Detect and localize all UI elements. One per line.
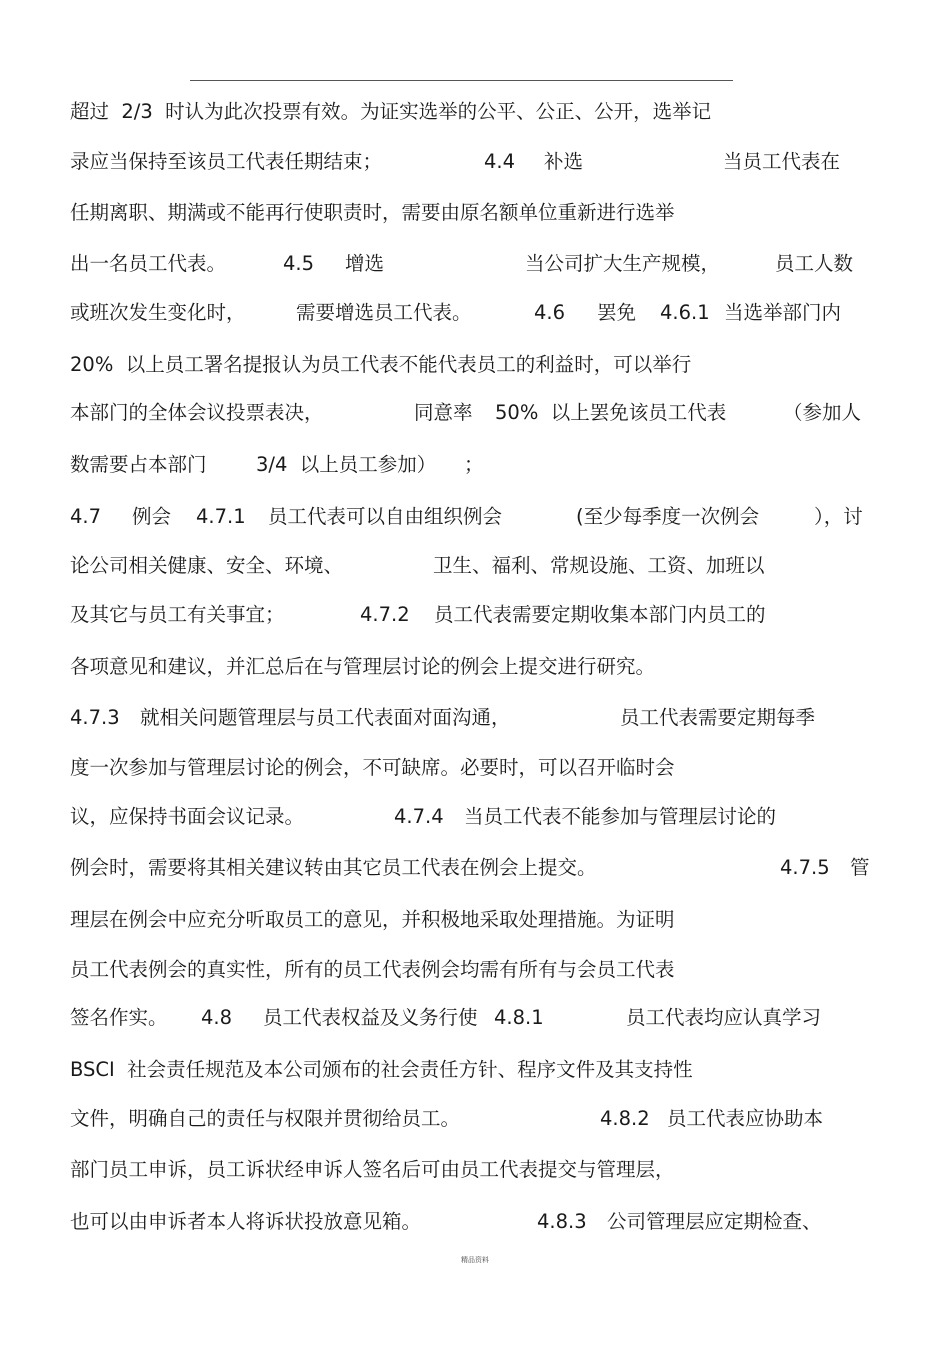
text-segment: 补选 <box>544 150 584 173</box>
text-segment: 或班次发生变化时， <box>70 301 246 324</box>
text-segment: 就相关问题管理层与员工代表面对面沟通， <box>140 706 511 729</box>
text-segment: 4.8.1 <box>494 1006 544 1029</box>
text-segment: 同意率 <box>414 401 473 424</box>
text-segment: 员工代表例会的真实性，所有的员工代表例会均需有所有与会员工代表 <box>70 958 675 981</box>
text-segment: 员工代表需要定期收集本部门内员工的 <box>434 603 766 626</box>
text-segment: BSCI 社会责任规范及本公司颁布的社会责任方针、程序文件及其支持性 <box>70 1058 693 1081</box>
text-segment: 录应当保持至该员工代表任期结束； <box>70 150 383 173</box>
text-segment: 员工代表可以自由组织例会 <box>268 505 503 528</box>
text-segment: 需要增选员工代表。 <box>296 301 472 324</box>
text-segment: 公司管理层应定期检查、 <box>607 1210 822 1233</box>
text-segment: 员工代表需要定期每季 <box>620 706 816 729</box>
text-segment: 理层在例会中应充分听取员工的意见，并积极地采取处理措施。为证明 <box>70 908 675 931</box>
text-segment: 部门员工申诉，员工诉状经申诉人签名后可由员工代表提交与管理层， <box>70 1158 675 1181</box>
text-segment: 管 <box>850 856 870 879</box>
text-segment: （参加人 <box>783 401 862 424</box>
text-segment: 4.7 <box>70 505 102 528</box>
text-segment: 4.4 <box>484 150 516 173</box>
text-segment: 4.8 <box>201 1006 233 1029</box>
text-segment: 罢免 <box>597 301 637 324</box>
text-segment: 4.6.1 <box>660 301 710 324</box>
text-segment: 4.7.2 <box>360 603 410 626</box>
text-segment: 签名作实。 <box>70 1006 168 1029</box>
text-segment: 3/4 以上员工参加） <box>256 453 437 476</box>
text-segment: 员工代表权益及义务行使 <box>263 1006 478 1029</box>
text-segment: 4.5 <box>283 252 315 275</box>
text-segment: 4.8.3 <box>537 1210 587 1233</box>
text-segment: 4.6 <box>534 301 566 324</box>
page-footer: 精品资料 <box>461 1256 489 1264</box>
text-segment: 4.7.3 <box>70 706 120 729</box>
text-segment: 当员工代表在 <box>723 150 841 173</box>
text-segment: 4.8.2 <box>600 1107 650 1130</box>
text-segment: 超过 2/3 时认为此次投票有效。为证实选举的公平、公正、公开，选举记 <box>70 100 712 123</box>
text-segment: 例会时，需要将其相关建议转由其它员工代表在例会上提交。 <box>70 856 597 879</box>
text-segment: 员工代表均应认真学习 <box>626 1006 822 1029</box>
text-segment: 及其它与员工有关事宜； <box>70 603 285 626</box>
text-segment: ），讨 <box>814 505 863 528</box>
text-segment: 议，应保持书面会议记录。 <box>70 805 305 828</box>
text-segment: 增选 <box>345 252 385 275</box>
text-segment: 4.7.4 <box>394 805 444 828</box>
text-segment: 卫生、福利、常规设施、工资、加班以 <box>433 554 765 577</box>
text-segment: 当选举部门内 <box>724 301 842 324</box>
text-segment: 出一名员工代表。 <box>70 252 227 275</box>
text-segment: 数需要占本部门 <box>70 453 207 476</box>
text-segment: 20% 以上员工署名提报认为员工代表不能代表员工的利益时，可以举行 <box>70 353 692 376</box>
text-segment: 员工代表应协助本 <box>667 1107 824 1130</box>
text-segment: 当公司扩大生产规模， <box>525 252 721 275</box>
text-segment: 度一次参加与管理层讨论的例会，不可缺席。必要时，可以召开临时会 <box>70 756 675 779</box>
text-segment: 本部门的全体会议投票表决， <box>70 401 324 424</box>
text-segment: ； <box>464 453 484 476</box>
text-segment: (至少每季度一次例会 <box>576 505 760 528</box>
text-segment: 论公司相关健康、安全、环境、 <box>70 554 344 577</box>
text-segment: 50% 以上罢免该员工代表 <box>495 401 727 424</box>
text-segment: 员工人数 <box>775 252 854 275</box>
text-segment: 4.7.5 <box>780 856 830 879</box>
text-segment: 例会 <box>132 505 172 528</box>
text-segment: 文件，明确自己的责任与权限并贯彻给员工。 <box>70 1107 461 1130</box>
text-segment: 当员工代表不能参加与管理层讨论的 <box>464 805 777 828</box>
header-rule <box>190 80 733 81</box>
text-segment: 也可以由申诉者本人将诉状投放意见箱。 <box>70 1210 422 1233</box>
text-segment: 4.7.1 <box>196 505 246 528</box>
text-segment: 任期离职、期满或不能再行使职责时，需要由原名额单位重新进行选举 <box>70 201 675 224</box>
text-segment: 各项意见和建议，并汇总后在与管理层讨论的例会上提交进行研究。 <box>70 655 656 678</box>
